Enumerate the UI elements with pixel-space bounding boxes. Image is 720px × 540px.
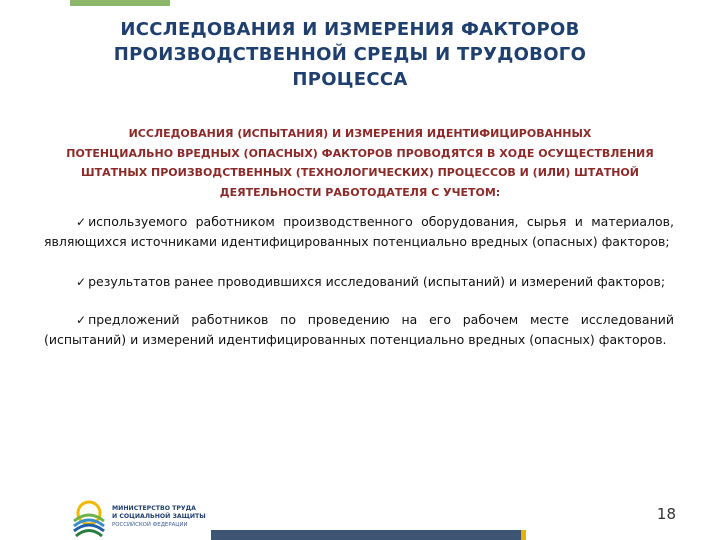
ministry-name (112, 505, 232, 529)
checkmark-icon: ✓ (76, 215, 87, 229)
title-line-2: ПРОИЗВОДСТВЕННОЙ СРЕДЫ И ТРУДОВОГО (113, 44, 587, 65)
bullet-text: используемого работником производственного оборудования, сырья и материалов, являющихся источниками идентифицированных потенциально вредных (опасных) факторов; (44, 214, 674, 249)
page-title (60, 17, 640, 92)
bullet-text: результатов ранее проводившихся исследований (испытаний) и измерений факторов; (88, 274, 666, 289)
list-item (44, 212, 674, 252)
title-line-1: ИССЛЕДОВАНИЯ И ИЗМЕРЕНИЯ ФАКТОРОВ (120, 19, 580, 40)
intro-line-2: ПОТЕНЦИАЛЬНО ВРЕДНЫХ (ОПАСНЫХ) ФАКТОРОВ ПРОВОДЯТСЯ В ХОДЕ ОСУЩЕСТВЛЕНИЯ (66, 146, 654, 160)
ministry-emblem-icon (70, 499, 108, 539)
intro-paragraph (40, 124, 680, 202)
footer-bar (211, 530, 521, 540)
intro-line-4: ДЕЯТЕЛЬНОСТИ РАБОТОДАТЕЛЯ С УЧЕТОМ: (219, 185, 501, 199)
intro-line-3: ШТАТНЫХ ПРОИЗВОДСТВЕННЫХ (ТЕХНОЛОГИЧЕСКИХ) ПРОЦЕССОВ И (ИЛИ) ШТАТНОЙ (81, 166, 639, 179)
intro-line-1: ИССЛЕДОВАНИЯ (ИСПЫТАНИЯ) И ИЗМЕРЕНИЯ ИДЕНТИФИЦИРОВАННЫХ (128, 127, 592, 140)
ministry-line-1: МИНИСТЕРСТВО ТРУДА (112, 505, 196, 512)
list-item (44, 272, 674, 292)
list-item (44, 310, 674, 350)
ministry-line-2: И СОЦИАЛЬНОЙ ЗАЩИТЫ (112, 513, 206, 520)
checkmark-icon: ✓ (76, 275, 87, 289)
footer-accent (521, 530, 526, 540)
checkmark-icon: ✓ (76, 313, 87, 327)
bullet-list (44, 212, 674, 368)
ministry-line-3: РОССИЙСКОЙ ФЕДЕРАЦИИ (112, 522, 188, 528)
bullet-text: предложений работников по проведению на его рабочем месте исследований (испытаний) и измерений идентифицированных потенциально вредных (опасных) факторов. (44, 312, 674, 347)
page-number: 18 (656, 505, 676, 523)
top-accent-bar (70, 0, 170, 6)
title-line-3: ПРОЦЕССА (292, 69, 408, 90)
ministry-logo (70, 499, 220, 539)
